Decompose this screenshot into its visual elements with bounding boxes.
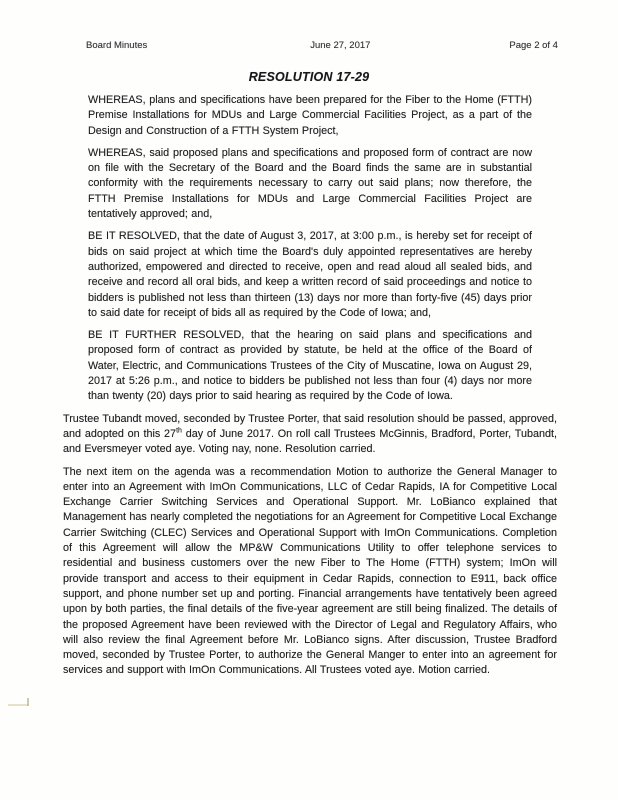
whereas-clause-1: WHEREAS, plans and specifications have been prepared for the Fiber to the Home (FTTH) Premise Installations for MDUs and Large Commercial Facilities Project, as a part of the Design and Construction of a FTTH System Project, [88,94,532,137]
be-it-resolved-clause: BE IT RESOLVED, that the date of August 3, 2017, at 3:00 p.m., is hereby set for receipt of bids on said project at which time the Board's duly appointed representatives are hereby authorized, empowered and directed to receive, open and read aloud all sealed bids, and receive and record all oral bids, and keep a written record of said proceedings and notice to bidders is published not less than thirteen (13) days nor more than forty-five (45) days prior to said date for receipt of bids all as required by the Code of Iowa; and, [88,230,532,319]
motion-text-after-ordinal: day of June 2017. On roll call Trustees McGinnis, Bradford, Porter, Tubandt, and Eversmeyer voted aye. Voting nay, none. Resolution carried. [63,427,557,456]
document-body [0,93,618,686]
header-document-name: Board Minutes [86,40,148,51]
agenda-imon-agreement-paragraph: The next item on the agenda was a recommendation Motion to authorize the General Manager to enter into an Agreement with ImOn Communications, LLC of Cedar Rapids, IA for Competitive Local Exchange Carrier Switching Services and Operational Support. Mr. LoBianco explained that Management has nearly completed the negotiations for an Agreement for Competitive Local Exchange Carrier Switching (CLEC) Services and Operational Support with ImOn Communications. Completion of this Agreement will allow the MP&W Communications Utility to offer telephone services to residential and business customers over the new Fiber to The Home (FTTH) system; ImOn will provide transport and access to their equipment in Cedar Rapids, connection to E911, back office support, and phone number set up and porting. Financial arrangements have tentatively been agreed upon by both parties, the final details of the five-year agreement are still being finalized. The details of the proposed Agreement have been reviewed with the Director of Legal and Regulatory Affairs, who will also review the final Agreement before Mr. LoBianco signs. After discussion, Trustee Bradford moved, seconded by Trustee Porter, to authorize the General Manger to enter into an agreement for services and support with ImOn Communications. All Trustees voted aye. Motion carried. [63,465,557,677]
motion-text-before-ordinal: Trustee Tubandt moved, seconded by Trustee Porter, that said resolution should be passed, approved, and adopted on this 27 [63,412,557,440]
be-it-further-resolved-clause: BE IT FURTHER RESOLVED, that the hearing on said plans and specifications and proposed form of contract as provided by statute, be held at the office of the Board of Water, Electric, and Communications Trustees of the City of Muscatine, Iowa on August 29, 2017 at 5:26 p.m., and notice to bidders be published not less than four (4) days nor more than twenty (20) days prior to said hearing as required by the Code of Iowa. [88,329,532,403]
ordinal-superscript: th [176,427,182,435]
page-header [86,40,558,51]
resolution-title: RESOLUTION 17-29 [248,70,370,84]
header-page-number: Page 2 of 4 [509,40,558,51]
scan-tick-artifact [27,698,29,706]
header-date: June 27, 2017 [310,40,371,51]
scan-smudge-artifact [8,704,29,706]
whereas-clause-2: WHEREAS, said proposed plans and specifications and proposed form of contract are now on file with the Secretary of the Board and the Board finds the same are in substantial conformity with the requirements necessary to carry out said plans; now therefore, the FTTH Premise Installations for MDUs and Large Commercial Facilities Project are tentatively approved; and, [88,146,532,221]
motion-roll-call-paragraph [63,412,557,458]
